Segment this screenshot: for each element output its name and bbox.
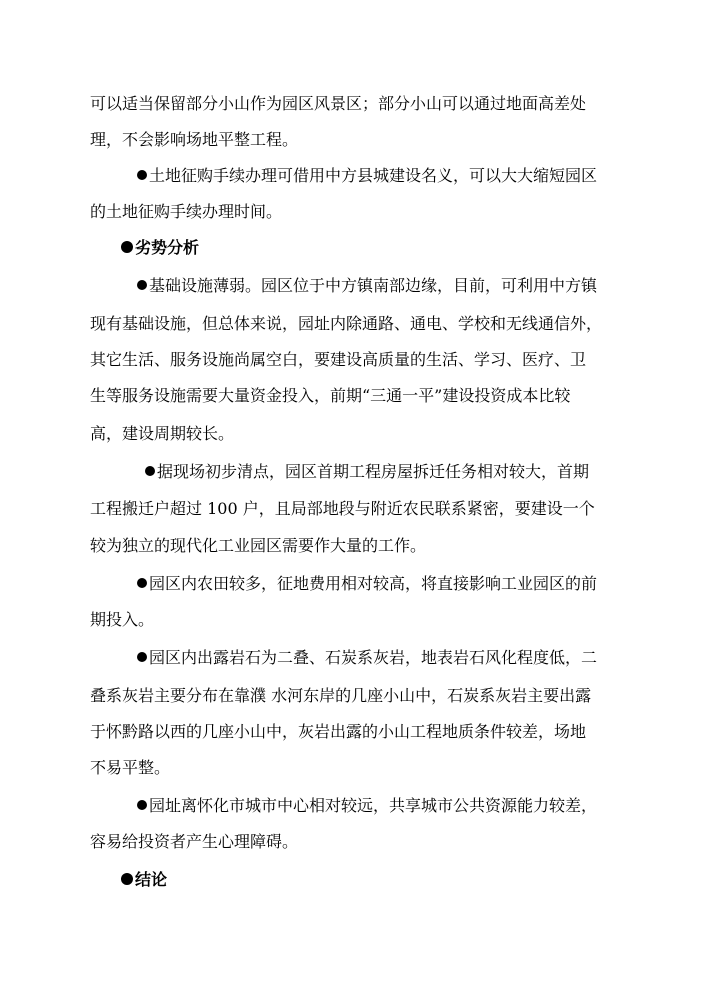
text-line: 容易给投资者产生心理障碍。	[90, 832, 299, 851]
bullet-paragraph-line	[137, 796, 597, 816]
bullet-icon	[137, 652, 147, 662]
bullet-paragraph-line	[145, 462, 589, 482]
text-span: 园区内农田较多，征地费用相对较高，将直接影响工业园区的前	[149, 574, 598, 593]
bullet-icon	[137, 280, 147, 290]
text-line: 不易平整。	[90, 758, 171, 777]
heading-text: 劣势分析	[135, 238, 200, 257]
text-span: 园址离怀化市城市中心相对较远，共享城市公共资源能力较差，	[149, 796, 598, 815]
section-heading-weakness	[121, 238, 199, 258]
section-heading-conclusion	[121, 870, 167, 890]
text-span: 据现场初步清点，园区首期工程房屋拆迁任务相对较大，首期	[157, 462, 590, 481]
text-line: 的土地征购手续办理时间。	[90, 202, 283, 221]
bullet-paragraph-line	[137, 166, 597, 186]
bullet-paragraph-line	[137, 648, 597, 668]
text-span: 基础设施薄弱。园区位于中方镇南部边缘，目前，可利用中方镇	[149, 276, 598, 295]
bullet-icon	[137, 800, 147, 810]
text-line: 较为独立的现代化工业园区需要作大量的工作。	[90, 536, 427, 555]
text-line: 于怀黔路以西的几座小山中，灰岩出露的小山工程地质条件较差，场地	[90, 722, 587, 741]
text-line: 工程搬迁户超过 100 户，且局部地段与附近农民联系紧密，要建设一个	[90, 499, 595, 518]
bullet-icon	[121, 241, 133, 253]
bullet-icon	[121, 873, 133, 885]
bullet-icon	[137, 170, 147, 180]
text-line: 生等服务设施需要大量资金投入，前期“三通一平”建设投资成本比较	[90, 386, 571, 405]
text-line: 高，建设周期较长。	[90, 424, 235, 443]
heading-text: 结论	[135, 870, 168, 889]
bullet-paragraph-line	[137, 574, 597, 594]
bullet-icon	[137, 578, 147, 588]
bullet-paragraph-line	[137, 276, 597, 296]
text-line: 理，不会影响场地平整工程。	[90, 130, 299, 149]
text-line: 现有基础设施，但总体来说，园址内除通路、通电、学校和无线通信外，	[90, 314, 603, 333]
text-span: 土地征购手续办理可借用中方县城建设名义，可以大大缩短园区	[149, 166, 598, 185]
text-line: 叠系灰岩主要分布在靠濮 水河东岸的几座小山中，石炭系灰岩主要出露	[90, 686, 592, 705]
bullet-icon	[145, 466, 155, 476]
text-span: 园区内出露岩石为二叠、石炭系灰岩，地表岩石风化程度低，二	[149, 648, 598, 667]
text-line: 可以适当保留部分小山作为园区风景区；部分小山可以通过地面高差处	[90, 94, 587, 113]
text-line: 期投入。	[90, 610, 155, 629]
text-line: 其它生活、服务设施尚属空白，要建设高质量的生活、学习、医疗、卫	[90, 350, 587, 369]
